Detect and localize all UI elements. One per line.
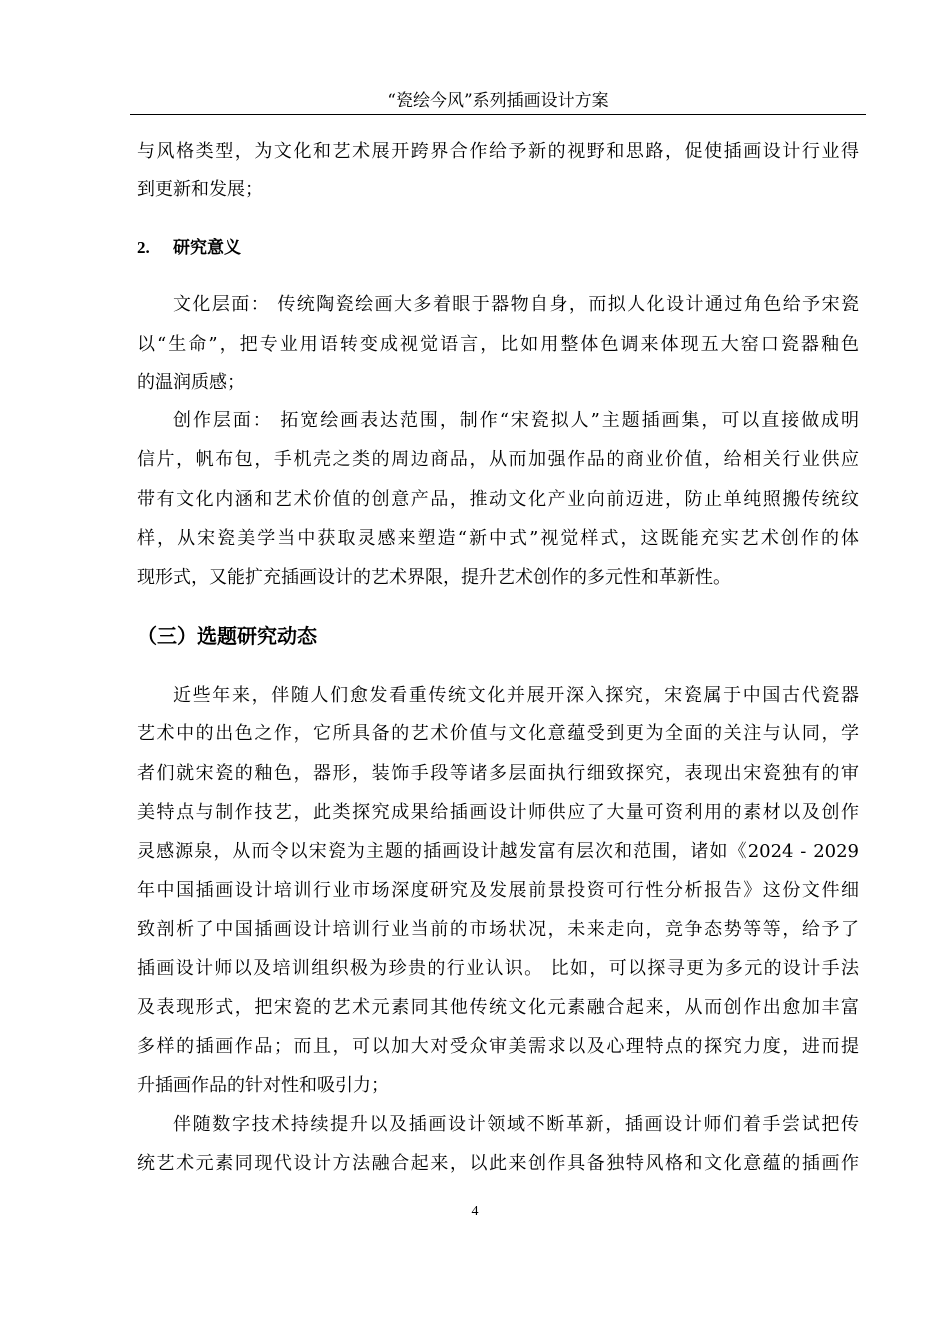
body-line: 年中国插画设计培训行业市场深度研究及发展前景投资可行性分析报告》这份文件细 — [137, 880, 859, 901]
body-line: 升插画作品的针对性和吸引力； — [137, 1075, 389, 1096]
body-line: 伴随数字技术持续提升以及插画设计领域不断革新，插画设计师们着手尝试把传 — [173, 1114, 859, 1135]
body-line: 到更新和发展； — [137, 179, 263, 200]
header-rule — [130, 114, 866, 115]
body-line: 的温润质感； — [137, 372, 245, 393]
body-line: 信片，帆布包，手机壳之类的周边商品，从而加强作品的商业价值，给相关行业供应 — [137, 449, 859, 470]
body-line: 灵感源泉，从而令以宋瓷为主题的插画设计越发富有层次和范围，诸如《2024 - 2029 — [137, 841, 859, 862]
section-title: 研究意义 — [173, 238, 241, 258]
body-line: 样，从宋瓷美学当中获取灵感来塑造“新中式”视觉样式，这既能充实艺术创作的体 — [137, 528, 859, 549]
body-line: 致剖析了中国插画设计培训行业当前的市场状况，未来走向，竞争态势等等，给予了 — [137, 919, 859, 940]
section-heading-research-trends: （三）选题研究动态 — [137, 624, 317, 648]
body-line: 者们就宋瓷的釉色，器形，装饰手段等诸多层面执行细致探究，表现出宋瓷独有的审 — [137, 763, 859, 784]
body-line: 艺术中的出色之作，它所具备的艺术价值与文化意蕴受到更为全面的关注与认同，学 — [137, 723, 859, 744]
body-line: 以“生命”，把专业用语转变成视觉语言，比如用整体色调来体现五大窑口瓷器釉色 — [137, 334, 859, 355]
page-number: 4 — [471, 1204, 479, 1219]
body-line: 及表现形式，把宋瓷的艺术元素同其他传统文化元素融合起来，从而创作出愈加丰富 — [137, 997, 859, 1018]
body-line: 近些年来，伴随人们愈发看重传统文化并展开深入探究，宋瓷属于中国古代瓷器 — [173, 685, 859, 706]
running-header: “瓷绘今风”系列插画设计方案 — [387, 91, 609, 111]
body-line: 文化层面： 传统陶瓷绘画大多着眼于器物自身，而拟人化设计通过角色给予宋瓷 — [173, 294, 859, 315]
body-line: 插画设计师以及培训组织极为珍贵的行业认识。 比如，可以探寻更为多元的设计手法 — [137, 958, 859, 979]
body-line: 现形式，又能扩充插画设计的艺术界限，提升艺术创作的多元性和革新性。 — [137, 567, 731, 588]
section-heading-research-significance — [137, 236, 241, 260]
body-line: 创作层面： 拓宽绘画表达范围，制作“宋瓷拟人”主题插画集，可以直接做成明 — [173, 410, 859, 431]
body-line: 与风格类型，为文化和艺术展开跨界合作给予新的视野和思路，促使插画设计行业得 — [137, 141, 859, 162]
section-number: 2. — [137, 238, 150, 257]
body-line: 带有文化内涵和艺术价值的创意产品，推动文化产业向前迈进，防止单纯照搬传统纹 — [137, 489, 859, 510]
body-line: 美特点与制作技艺，此类探究成果给插画设计师供应了大量可资利用的素材以及创作 — [137, 802, 859, 823]
body-line: 多样的插画作品；而且，可以加大对受众审美需求以及心理特点的探究力度，进而提 — [137, 1036, 859, 1057]
body-line: 统艺术元素同现代设计方法融合起来，以此来创作具备独特风格和文化意蕴的插画作 — [137, 1153, 859, 1174]
